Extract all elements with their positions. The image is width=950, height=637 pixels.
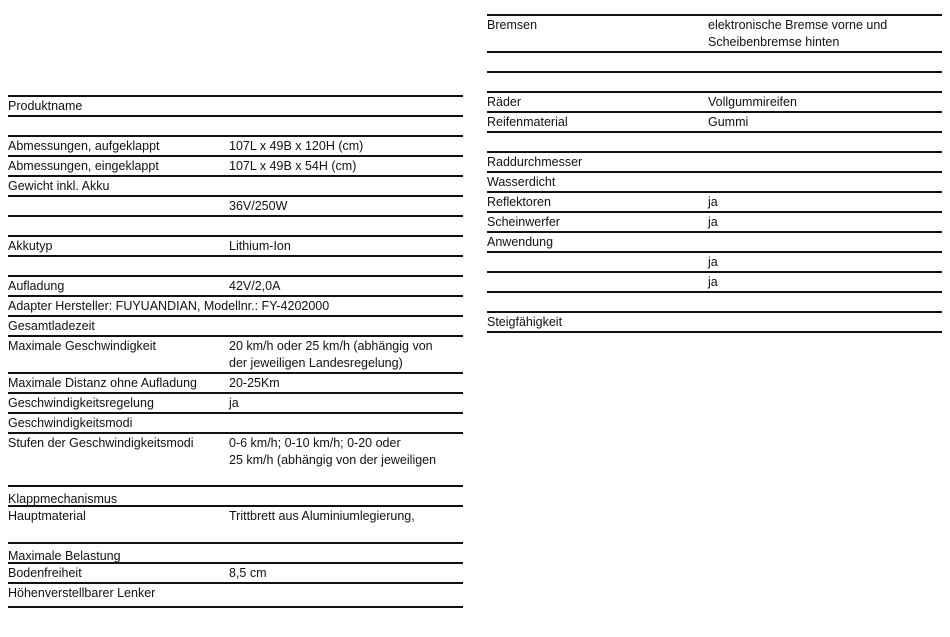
row-label: Raddurchmesser	[487, 155, 583, 169]
row-value: Lithium-Ion	[229, 239, 291, 253]
row-value-line2: der jeweiligen Landesregelung)	[229, 356, 403, 370]
row-value: 36V/250W	[229, 199, 288, 213]
row-label: Räder	[487, 95, 522, 109]
table-row	[8, 434, 463, 487]
row-value: ja	[229, 396, 239, 410]
row-label: Maximale Geschwindigkeit	[8, 339, 156, 353]
row-value-line1: 0-6 km/h; 0-10 km/h; 0-20 oder	[229, 436, 401, 450]
table-row	[8, 394, 463, 414]
row-value: ja	[708, 215, 718, 229]
table-row	[8, 507, 463, 544]
row-label: Wasserdicht	[487, 175, 556, 189]
row-label: Abmessungen, eingeklappt	[8, 159, 159, 173]
table-row	[8, 374, 463, 394]
table-row	[8, 297, 463, 317]
row-value: 107L x 49B x 120H (cm)	[229, 139, 364, 153]
row-label: Reflektoren	[487, 195, 551, 209]
table-row	[8, 584, 463, 608]
row-full-text: Adapter Hersteller: FUYUANDIAN, Modellnr.: FY-4202000	[8, 299, 330, 313]
row-value-line2: Scheibenbremse hinten	[708, 35, 840, 49]
row-label: Höhenverstellbarer Lenker	[8, 586, 156, 600]
table-row	[487, 113, 942, 133]
row-value: 107L x 49B x 54H (cm)	[229, 159, 357, 173]
row-label: Scheinwerfer	[487, 215, 560, 229]
row-label: Gesamtladezeit	[8, 319, 95, 333]
row-value-line1: 20 km/h oder 25 km/h (abhängig von	[229, 339, 433, 353]
table-row	[487, 173, 942, 193]
row-label: Akkutyp	[8, 239, 53, 253]
table-row	[8, 217, 463, 237]
spec-table-left	[8, 95, 463, 608]
table-row	[487, 293, 942, 313]
row-label: Maximale Distanz ohne Aufladung	[8, 376, 198, 390]
row-value-line2: 25 km/h (abhängig von der jeweiligen	[229, 453, 437, 467]
table-row	[8, 414, 463, 434]
table-row	[8, 337, 463, 374]
table-row	[487, 273, 942, 293]
row-value: ja	[708, 195, 718, 209]
table-row	[8, 564, 463, 584]
row-label: Produktname	[8, 99, 83, 113]
table-row	[8, 197, 463, 217]
table-row	[487, 153, 942, 173]
row-value: Trittbrett aus Aluminiumlegierung,	[229, 509, 415, 523]
table-row	[8, 177, 463, 197]
row-value: 8,5 cm	[229, 566, 267, 580]
table-row	[8, 95, 463, 117]
table-row	[487, 233, 942, 253]
row-label: Gewicht inkl. Akku	[8, 179, 110, 193]
row-label: Geschwindigkeitsmodi	[8, 416, 133, 430]
table-row	[8, 277, 463, 297]
row-label: Aufladung	[8, 279, 65, 293]
table-row	[487, 93, 942, 113]
row-value-line1: elektronische Bremse vorne und	[708, 18, 888, 32]
row-label: Hauptmaterial	[8, 509, 86, 523]
table-row	[8, 487, 463, 507]
row-label: Abmessungen, aufgeklappt	[8, 139, 160, 153]
row-label: Anwendung	[487, 235, 554, 249]
table-row	[487, 193, 942, 213]
table-row	[8, 257, 463, 277]
row-label: Geschwindigkeitsregelung	[8, 396, 154, 410]
spec-table-right	[487, 14, 942, 333]
table-row	[487, 73, 942, 93]
table-row	[8, 544, 463, 564]
table-row	[8, 117, 463, 137]
row-label: Steigfähigkeit	[487, 315, 563, 329]
table-row	[487, 133, 942, 153]
row-value: ja	[708, 255, 718, 269]
row-label: Maximale Belastung	[8, 549, 121, 563]
table-row	[487, 313, 942, 333]
row-value: Gummi	[708, 115, 749, 129]
row-label: Stufen der Geschwindigkeitsmodi	[8, 436, 194, 450]
row-label: Reifenmaterial	[487, 115, 568, 129]
row-label: Klappmechanismus	[8, 492, 118, 506]
table-row	[8, 317, 463, 337]
row-value: ja	[708, 275, 718, 289]
table-row	[8, 157, 463, 177]
table-row	[487, 253, 942, 273]
table-row	[487, 14, 942, 53]
row-value: 20-25Km	[229, 376, 280, 390]
row-value: Vollgummireifen	[708, 95, 797, 109]
table-row	[8, 237, 463, 257]
row-label: Bremsen	[487, 18, 538, 32]
row-value: 42V/2,0A	[229, 279, 281, 293]
table-row	[487, 213, 942, 233]
table-row	[8, 137, 463, 157]
table-row	[487, 53, 942, 73]
row-label: Bodenfreiheit	[8, 566, 82, 580]
